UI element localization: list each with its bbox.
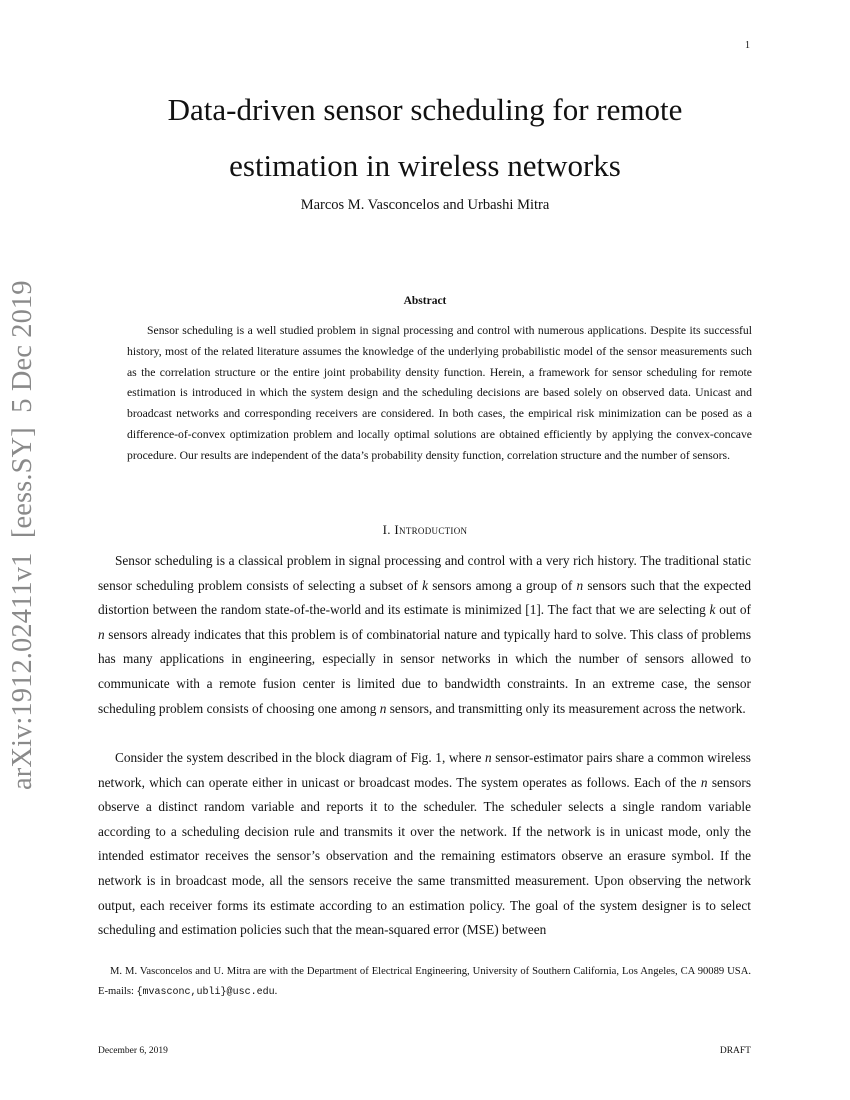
section-heading-introduction: I. Introduction [382, 522, 468, 537]
footnote-text: M. M. Vasconcelos and U. Mitra are with the Department of Electrical Engineering, University of Southern California, Los Angeles, CA 90089 USA. E-mails: [98, 966, 751, 997]
abstract-body: Sensor scheduling is a well studied problem in signal processing and control with numerous applications. Despite its successful history, most of the related literature assumes the knowledge of the underlying probabilistic model of the sensor measurements such as the correlation structure or the entire joint probability density function. Herein, a framework for sensor scheduling for remote estimation is introduced in which the system design and the scheduling decisions are based solely on observed data. Unicast and broadcast networks and corresponding receivers are considered. In both cases, the empirical risk minimization can be posed as a difference-of-convex optimization problem and locally optimal solutions are obtained efficiently by applying the convex-concave procedure. Our results are independent of the data’s probability density function, correlation structure and the number of sensors. [127, 324, 752, 462]
title-line-2: estimation in wireless networks [229, 148, 621, 183]
text-run: sensor-estimator pairs share a common wireless network, which can operate either in unicast or broadcast modes. The system operates as follows. Each of the [98, 750, 751, 790]
text-run: sensors observe a distinct random variable and reports it to the scheduler. The scheduler selects a single random variable according to a scheduling decision rule and transmits it over the network. If the network is in unicast mode, only the intended estimator receives the sensor’s observation and the remaining estimators observe an erasure symbol. If the network is in broadcast mode, all the sensors receive the same transmitted measurement. Upon observing the network output, each receiver forms its estimate according to an estimation policy. The goal of the system designer is to select scheduling and estimation policies such that the mean-squared error (MSE) between [98, 774, 751, 938]
page-number: 1 [745, 40, 750, 51]
paper-title [100, 82, 750, 194]
math-symbol-n: n [576, 577, 584, 593]
math-symbol-n: n [485, 750, 492, 765]
text-run: Consider the system described in the block diagram of Fig. 1, where [115, 750, 486, 765]
math-symbol-n: n [700, 774, 708, 790]
author-affiliation-footnote [98, 962, 751, 1003]
intro-paragraph-2 [98, 746, 751, 943]
math-symbol-n: n [98, 626, 105, 642]
text-run: sensors such that the expected distortion between the random state-of-the-world and its estimate is minimized [1]. The fact that we are selecting [98, 577, 752, 618]
footer-draft-label: DRAFT [719, 1046, 751, 1056]
footer-date: December 6, 2019 [98, 1046, 168, 1056]
math-symbol-k: k [422, 577, 429, 593]
text-run: sensors among a group of [428, 577, 577, 593]
title-line-1: Data-driven sensor scheduling for remote [167, 92, 683, 127]
email-addresses: {mvasconc,ubli}@usc.edu [136, 987, 275, 998]
footnote-end: . [274, 986, 278, 997]
abstract-heading: Abstract [403, 295, 447, 307]
text-run: sensors, and transmitting only its measurement across the network. [386, 700, 746, 716]
author-list: Marcos M. Vasconcelos and Urbashi Mitra [300, 197, 550, 213]
math-symbol-k: k [709, 602, 716, 618]
intro-paragraph-1 [98, 549, 751, 721]
text-run: Sensor scheduling is a classical problem in signal processing and control with a very rich history. The traditional static sensor scheduling problem consists of selecting a subset of [98, 553, 751, 593]
text-run: out of [715, 602, 751, 618]
text-run: sensors already indicates that this problem is of combinatorial nature and typically hard to solve. This class of problems has many applications in engineering, especially in sensor networks in which the number of sensors allowed to communicate with a remote fusion center is limited due to bandwidth constraints. In an extreme case, the sensor scheduling problem consists of choosing one among [98, 626, 751, 716]
arxiv-stamp: arXiv:1912.02411v1 [eess.SY] 5 Dec 2019 [7, 280, 38, 790]
math-symbol-n: n [379, 700, 387, 716]
